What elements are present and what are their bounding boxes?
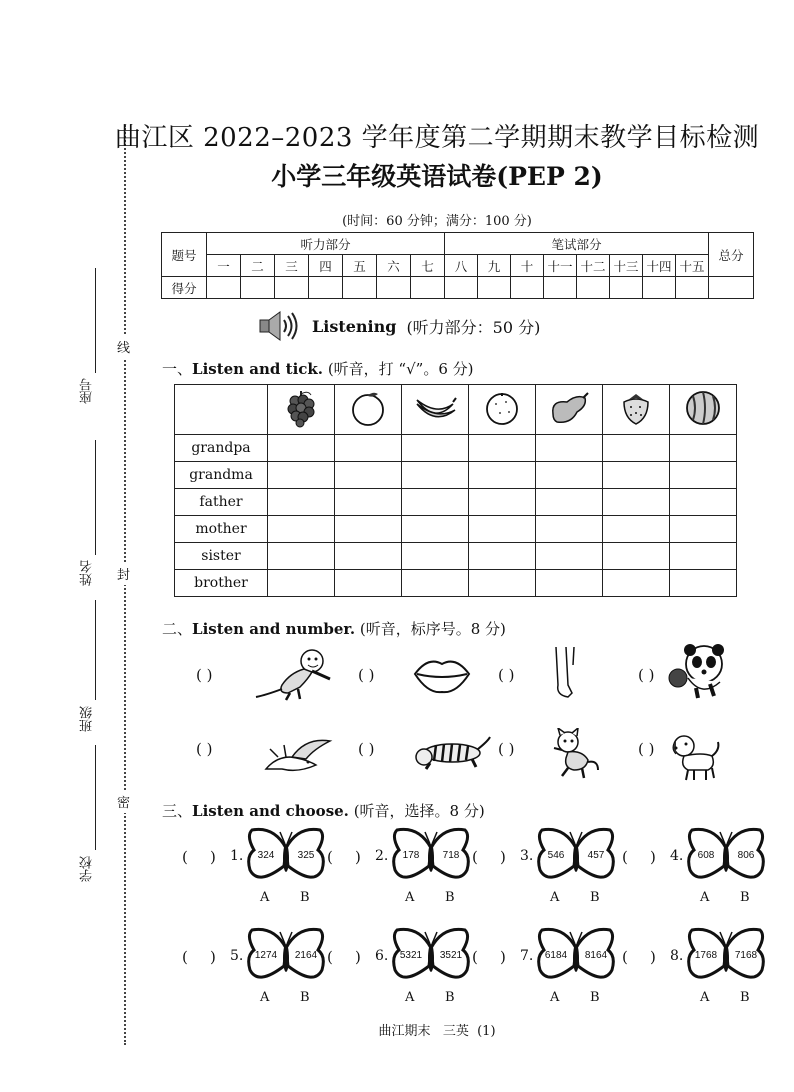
score-cell[interactable] [309, 277, 343, 299]
tick-cell[interactable] [268, 489, 335, 516]
answer-paren[interactable]: ( ) [498, 740, 515, 758]
option-b-label: B [300, 890, 310, 905]
item-number: 7. [520, 948, 534, 964]
seal-feng-char: 封 [117, 562, 130, 585]
seat-blank[interactable] [95, 268, 96, 373]
option-b-value: 325 [297, 850, 315, 861]
class-label: 班级 [80, 706, 95, 732]
option-a-value: 6184 [544, 950, 568, 961]
section1-note: (听音，打 “√”。6 分) [327, 360, 474, 378]
tick-cell[interactable] [469, 435, 536, 462]
tick-row-label: grandpa [175, 435, 268, 462]
tick-cell[interactable] [335, 570, 402, 597]
option-b-label: B [740, 990, 750, 1005]
tick-row-label: father [175, 489, 268, 516]
orange2-icon [482, 388, 522, 428]
section2-note: (听音，标序号。8 分) [359, 620, 506, 638]
section3-title: Listen and choose. [192, 802, 349, 820]
score-cell[interactable] [709, 277, 754, 299]
option-b-value: 2164 [294, 950, 318, 961]
score-table [161, 232, 754, 299]
col-header: 一 [207, 255, 241, 277]
score-cell[interactable] [411, 277, 445, 299]
exam-title: 曲江区 2022–2023 学年度第二学期期末教学目标检测 [114, 123, 760, 153]
col-header: 六 [377, 255, 411, 277]
writing-header: 笔试部分 [445, 233, 709, 255]
option-a-label: A [405, 990, 415, 1005]
col-header: 二 [241, 255, 275, 277]
answer-paren-open[interactable]: ( [327, 848, 333, 866]
option-a-value: 546 [547, 850, 565, 861]
option-b-label: B [300, 990, 310, 1005]
item-number: 3. [520, 848, 534, 864]
col-header: 三 [275, 255, 309, 277]
listening-subtitle: (听力部分：50 分) [406, 317, 541, 337]
answer-paren-open[interactable]: ( [472, 848, 478, 866]
monkey-icon [252, 645, 336, 701]
tick-cell[interactable] [268, 570, 335, 597]
tick-cell[interactable] [536, 570, 603, 597]
score-cell[interactable] [241, 277, 275, 299]
fruit-cell [335, 385, 402, 435]
answer-paren-close[interactable]: ) [650, 948, 656, 966]
tick-row-label: grandma [175, 462, 268, 489]
tick-table [174, 384, 737, 597]
option-a-label: A [550, 890, 560, 905]
cat-icon [548, 728, 600, 780]
col-header: 十一 [544, 255, 577, 277]
seal-line-char: 线 [117, 335, 130, 358]
school-blank[interactable] [95, 745, 96, 850]
option-a-value: 324 [257, 850, 275, 861]
score-cell[interactable] [511, 277, 544, 299]
item-number: 5. [230, 948, 244, 964]
tick-cell[interactable] [268, 462, 335, 489]
tick-cell[interactable] [603, 570, 670, 597]
orange-icon [348, 388, 388, 428]
answer-paren[interactable]: ( ) [196, 666, 213, 684]
banana-icon [413, 390, 457, 426]
watermelon-icon [683, 388, 723, 428]
tick-cell[interactable] [335, 516, 402, 543]
col-header: 九 [478, 255, 511, 277]
option-a-label: A [700, 890, 710, 905]
total-header: 总分 [709, 233, 754, 277]
tick-cell[interactable] [402, 516, 469, 543]
item-number: 2. [375, 848, 389, 864]
answer-paren-close[interactable]: ) [650, 848, 656, 866]
section3-note: (听音，选择。8 分) [353, 802, 485, 820]
grapes-icon [281, 388, 321, 428]
col-header: 十三 [610, 255, 643, 277]
tick-cell[interactable] [335, 435, 402, 462]
col-header: 十二 [577, 255, 610, 277]
answer-paren-close[interactable]: ) [355, 948, 361, 966]
fruit-cell [536, 385, 603, 435]
score-cell[interactable] [478, 277, 511, 299]
option-b-label: B [445, 890, 455, 905]
score-cell[interactable] [377, 277, 411, 299]
tick-cell[interactable] [603, 516, 670, 543]
section1-heading [162, 358, 474, 379]
speaker-icon [258, 310, 302, 342]
tick-row-label: mother [175, 516, 268, 543]
tick-corner [175, 385, 268, 435]
score-cell[interactable] [544, 277, 577, 299]
tick-cell[interactable] [335, 462, 402, 489]
tick-cell[interactable] [603, 462, 670, 489]
score-cell[interactable] [577, 277, 610, 299]
option-a-value: 178 [402, 850, 420, 861]
option-b-value: 457 [587, 850, 605, 861]
seal-mi-char: 密 [117, 790, 130, 813]
option-a-label: A [550, 990, 560, 1005]
tick-cell[interactable] [536, 543, 603, 570]
answer-paren[interactable]: ( ) [358, 740, 375, 758]
tick-cell[interactable] [402, 489, 469, 516]
pear-icon [547, 390, 591, 426]
tick-cell[interactable] [469, 489, 536, 516]
tick-cell[interactable] [670, 462, 737, 489]
col-header: 十五 [676, 255, 709, 277]
seat-label: 座号 [80, 378, 95, 404]
score-cell[interactable] [643, 277, 676, 299]
bird-icon [262, 735, 334, 775]
col-header: 七 [411, 255, 445, 277]
answer-paren-close[interactable]: ) [500, 948, 506, 966]
col-header: 八 [445, 255, 478, 277]
answer-paren-close[interactable]: ) [500, 848, 506, 866]
class-blank[interactable] [95, 600, 96, 700]
tick-cell[interactable] [402, 570, 469, 597]
score-cell[interactable] [275, 277, 309, 299]
tick-cell[interactable] [268, 543, 335, 570]
tick-cell[interactable] [670, 435, 737, 462]
section1-title: Listen and tick. [192, 360, 324, 378]
item-number: 6. [375, 948, 389, 964]
col-header: 五 [343, 255, 377, 277]
name-label: 姓名 [80, 560, 95, 586]
section2-title: Listen and number. [192, 620, 356, 638]
answer-paren-open[interactable]: ( [622, 848, 628, 866]
score-row1-label: 题号 [162, 233, 207, 277]
answer-paren-open[interactable]: ( [472, 948, 478, 966]
section2-num: 二、 [162, 620, 193, 638]
answer-paren-open[interactable]: ( [622, 948, 628, 966]
tick-cell[interactable] [469, 570, 536, 597]
fruit-cell [402, 385, 469, 435]
option-b-value: 3521 [439, 950, 463, 961]
mouth-icon [412, 652, 472, 696]
answer-paren-close[interactable]: ) [210, 948, 216, 966]
tick-cell[interactable] [670, 543, 737, 570]
col-header: 四 [309, 255, 343, 277]
answer-paren-close[interactable]: ) [355, 848, 361, 866]
dog-icon [668, 732, 724, 782]
option-a-label: A [260, 890, 270, 905]
tick-cell[interactable] [469, 516, 536, 543]
tick-row-label: sister [175, 543, 268, 570]
col-header: 十四 [643, 255, 676, 277]
section3-heading [162, 800, 485, 821]
exam-time-info: (时间：60 分钟；满分：100 分) [342, 214, 532, 229]
school-label: 学校 [80, 856, 95, 882]
section3-num: 三、 [162, 802, 193, 820]
legs-icon [546, 645, 586, 703]
option-b-label: B [590, 990, 600, 1005]
option-b-value: 8164 [584, 950, 608, 961]
option-b-value: 718 [442, 850, 460, 861]
tick-cell[interactable] [335, 489, 402, 516]
answer-paren-open[interactable]: ( [182, 948, 188, 966]
answer-paren-close[interactable]: ) [210, 848, 216, 866]
tick-cell[interactable] [402, 543, 469, 570]
answer-paren[interactable]: ( ) [196, 740, 213, 758]
listening-title: Listening [312, 316, 397, 336]
score-row2-label: 得分 [162, 277, 207, 299]
page-footer: 曲江期末 三英 (1) [378, 1024, 496, 1039]
item-number: 4. [670, 848, 684, 864]
tick-cell[interactable] [670, 489, 737, 516]
option-b-label: B [590, 890, 600, 905]
option-a-label: A [260, 990, 270, 1005]
option-a-value: 1274 [254, 950, 278, 961]
tick-cell[interactable] [603, 489, 670, 516]
answer-paren[interactable]: ( ) [638, 740, 655, 758]
strawberry-icon [616, 388, 656, 428]
item-number: 8. [670, 948, 684, 964]
tick-cell[interactable] [603, 435, 670, 462]
tick-row-label: brother [175, 570, 268, 597]
tiger-icon [412, 735, 492, 771]
col-header: 十 [511, 255, 544, 277]
tick-cell[interactable] [670, 516, 737, 543]
tick-cell[interactable] [670, 570, 737, 597]
tick-cell[interactable] [536, 489, 603, 516]
fruit-cell [670, 385, 737, 435]
option-b-value: 7168 [734, 950, 758, 961]
tick-cell[interactable] [536, 516, 603, 543]
tick-cell[interactable] [402, 435, 469, 462]
score-cell[interactable] [207, 277, 241, 299]
listening-header: 听力部分 [207, 233, 445, 255]
option-a-value: 1768 [694, 950, 718, 961]
tick-cell[interactable] [536, 435, 603, 462]
answer-paren-open[interactable]: ( [182, 848, 188, 866]
option-b-label: B [445, 990, 455, 1005]
name-blank[interactable] [95, 440, 96, 555]
score-cell[interactable] [343, 277, 377, 299]
fruit-cell [469, 385, 536, 435]
exam-subtitle: 小学三年级英语试卷(PEP 2) [271, 162, 603, 191]
panda-icon [666, 642, 728, 700]
option-a-label: A [700, 990, 710, 1005]
tick-cell[interactable] [603, 543, 670, 570]
fruit-cell [268, 385, 335, 435]
section1-num: 一、 [162, 360, 193, 378]
option-a-value: 608 [697, 850, 715, 861]
option-a-value: 5321 [399, 950, 423, 961]
answer-paren[interactable]: ( ) [498, 666, 515, 684]
score-cell[interactable] [676, 277, 709, 299]
answer-paren-open[interactable]: ( [327, 948, 333, 966]
item-number: 1. [230, 848, 244, 864]
section2-heading [162, 618, 506, 639]
fruit-cell [603, 385, 670, 435]
score-cell[interactable] [445, 277, 478, 299]
tick-cell[interactable] [335, 543, 402, 570]
listening-banner [258, 310, 540, 342]
score-cell[interactable] [610, 277, 643, 299]
tick-cell[interactable] [268, 435, 335, 462]
option-b-label: B [740, 890, 750, 905]
answer-paren[interactable]: ( ) [358, 666, 375, 684]
tick-cell[interactable] [469, 543, 536, 570]
answer-paren[interactable]: ( ) [638, 666, 655, 684]
tick-cell[interactable] [536, 462, 603, 489]
option-b-value: 806 [737, 850, 755, 861]
option-a-label: A [405, 890, 415, 905]
binding-dotted-line [124, 125, 126, 1045]
tick-cell[interactable] [469, 462, 536, 489]
tick-cell[interactable] [268, 516, 335, 543]
tick-cell[interactable] [402, 462, 469, 489]
